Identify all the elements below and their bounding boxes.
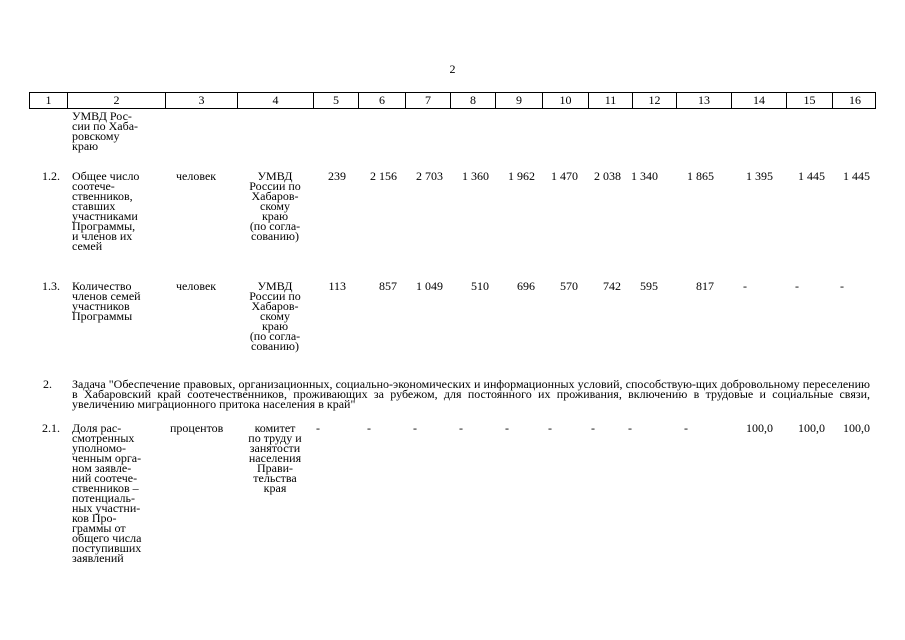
task-2-text: Задача "Обеспечение правовых, организационных, социально-экономических и информационных условий, способствую-щих добровольному переселению в Хабаровский край соотечественников, проживающих за рубежом, для постоянного их проживания, включению в трудовые и социальные связи, увеличению миграционного притока населения в край" (72, 377, 870, 411)
header-cell-4: 4 (238, 93, 314, 108)
continuation-name: УМВД Рос- (72, 109, 132, 123)
header-cell-6: 6 (359, 93, 406, 108)
row-1-2-value-9: 1 962 (508, 169, 535, 183)
row-1-2-name: Общее число (72, 169, 140, 183)
row-1-3-value-16: - (840, 279, 844, 293)
row-2-1-value-12: - (628, 421, 632, 435)
row-1-3-name: членов семей (72, 289, 141, 303)
continuation-name: сии по Хаба- (72, 119, 139, 133)
row-2-1-name: ченным орга- (72, 451, 142, 465)
row-1-2-value-12: 1 340 (631, 169, 658, 183)
row-1-3-unit: человек (176, 279, 217, 293)
header-cell-5: 5 (314, 93, 359, 108)
row-1-2-value-15: 1 445 (798, 169, 825, 183)
row-1-2-executor: краю (261, 209, 289, 223)
row-1-2-value-16: 1 445 (843, 169, 870, 183)
row-1-2-name: участниками (72, 209, 138, 223)
row-1-2-value-10: 1 470 (551, 169, 578, 183)
row-1-3-value-10: 570 (560, 279, 578, 293)
row-1-2-executor: России по (249, 179, 301, 193)
row-1-3-value-8: 510 (471, 279, 489, 293)
table-header-row (29, 92, 876, 109)
row-2-1-name: граммы от (72, 521, 126, 535)
row-1-2-executor: УМВД (257, 169, 293, 183)
row-1-3-value-9: 696 (517, 279, 535, 293)
row-2-1-executor: края (263, 481, 287, 495)
header-cell-11: 11 (589, 93, 633, 108)
row-1-2-executor: (по согла- (249, 219, 301, 233)
row-2-1-value-15: 100,0 (798, 421, 825, 435)
row-1-3-value-7: 1 049 (416, 279, 443, 293)
row-2-1-name: смотренных (72, 431, 135, 445)
row-1-2-name: семей (72, 239, 103, 253)
row-1-3-executor: Хабаров- (251, 299, 299, 313)
row-1-3-name: Программы (72, 309, 133, 323)
row-1-3-executor: (по согла- (249, 329, 301, 343)
row-1-2-name: и членов их (72, 229, 133, 243)
row-1-3-executor: скому (260, 309, 290, 323)
row-2-1-name: ном заявле- (72, 461, 132, 475)
header-cell-12: 12 (633, 93, 677, 108)
row-1-3-executor: сованию) (251, 339, 299, 353)
row-1-3-value-13: 817 (696, 279, 714, 293)
row-1-2-executor: сованию) (251, 229, 299, 243)
row-2-1-value-8: - (459, 421, 463, 435)
header-cell-9: 9 (496, 93, 543, 108)
row-1-2-value-6: 2 156 (370, 169, 397, 183)
row-1-2-value-8: 1 360 (462, 169, 489, 183)
row-1-3-value-14: - (743, 279, 747, 293)
continuation-name: ровскому (72, 129, 120, 143)
row-2-1-name: ственников – (72, 481, 139, 495)
row-1-3-value-11: 742 (603, 279, 621, 293)
row-1-3-executor: УМВД (257, 279, 293, 293)
row-1-2-value-14: 1 395 (746, 169, 773, 183)
row-2-1-executor: комитет (254, 421, 296, 435)
row-2-1-name: ков Про- (72, 511, 117, 525)
header-cell-3: 3 (166, 93, 238, 108)
row-1-3-executor: краю (261, 319, 289, 333)
row-1-2-executor: скому (260, 199, 290, 213)
row-2-1-value-9: - (505, 421, 509, 435)
header-cell-1: 1 (30, 93, 68, 108)
row-2-1-value-11: - (591, 421, 595, 435)
header-cell-15: 15 (787, 93, 833, 108)
row-1-3-name: Количество (72, 279, 132, 293)
row-1-3-value-5: 113 (328, 279, 346, 293)
row-1-3-number: 1.3. (42, 279, 60, 293)
row-1-2-number: 1.2. (42, 169, 60, 183)
row-2-1-number: 2.1. (42, 421, 60, 435)
row-1-3-name: участников (72, 299, 130, 313)
row-1-2-value-7: 2 703 (416, 169, 443, 183)
row-1-3-value-15: - (795, 279, 799, 293)
header-cell-8: 8 (451, 93, 496, 108)
header-cell-13: 13 (677, 93, 732, 108)
row-2-1-value-16: 100,0 (843, 421, 870, 435)
row-1-2-unit: человек (176, 169, 217, 183)
header-cell-10: 10 (543, 93, 589, 108)
header-cell-16: 16 (849, 93, 861, 107)
row-2-1-name: уполномо- (72, 441, 127, 455)
row-2-1-executor: населения (248, 451, 302, 465)
row-2-1-unit: процентов (170, 421, 224, 435)
row-2-1-executor: по труду и (248, 431, 302, 445)
page-number: 2 (449, 62, 456, 76)
row-1-2-value-5: 239 (328, 169, 346, 183)
row-2-1-name: Доля рас- (72, 421, 122, 435)
row-2-1-value-10: - (548, 421, 552, 435)
row-2-1-name: заявлений (72, 551, 124, 565)
row-1-3-value-12: 595 (640, 279, 658, 293)
row-1-2-executor: Хабаров- (251, 189, 299, 203)
header-cell-7: 7 (406, 93, 451, 108)
row-1-2-value-11: 2 038 (594, 169, 621, 183)
row-2-1-name: потенциаль- (72, 491, 135, 505)
row-1-2-name: Программы, (72, 219, 136, 233)
header-cell-14: 14 (732, 93, 787, 108)
row-2-1-value-14: 100,0 (746, 421, 773, 435)
row-1-2-name: соотече- (72, 179, 115, 193)
row-2-1-name: общего числа (72, 531, 142, 545)
row-1-3-executor: России по (249, 289, 301, 303)
row-1-2-value-13: 1 865 (687, 169, 714, 183)
header-cell-2: 2 (68, 93, 166, 108)
row-1-2-name: ставших (72, 199, 116, 213)
continuation-name: краю (72, 139, 99, 153)
row-2-1-name: ных участни- (72, 501, 141, 515)
row-2-1-value-6: - (367, 421, 371, 435)
row-2-1-name: поступивших (72, 541, 142, 555)
row-2-1-name: ний соотече- (72, 471, 138, 485)
row-2-1-value-7: - (413, 421, 417, 435)
row-2-1-value-5: - (316, 421, 320, 435)
row-2-1-executor: Прави- (256, 461, 294, 475)
row-1-3-value-6: 857 (379, 279, 397, 293)
task-2-number: 2. (43, 377, 52, 391)
row-1-2-name: ственников, (72, 189, 133, 203)
row-2-1-executor: занятости (249, 441, 301, 455)
row-2-1-executor: тельства (253, 471, 297, 485)
row-2-1-value-13: - (684, 421, 688, 435)
